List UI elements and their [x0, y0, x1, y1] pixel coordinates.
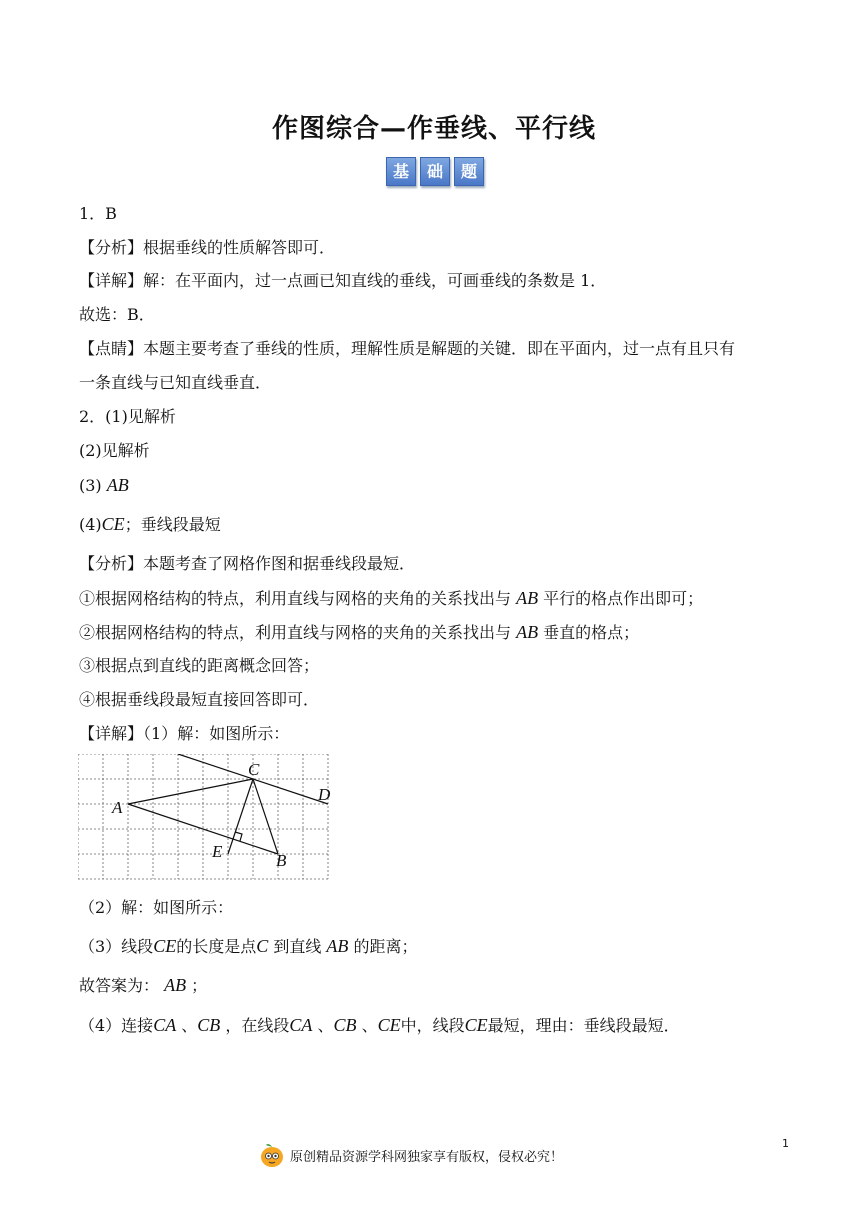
math-var: CA: [289, 1015, 313, 1035]
text: （3）线段: [79, 937, 154, 956]
text: 本题主要考查了垂线的性质，理解性质是解题的关键．即在平面内，过一点有且只有: [143, 339, 736, 358]
badge-char: 基: [386, 157, 416, 186]
q2-step-3: ③根据点到直线的距离概念回答；: [79, 656, 320, 675]
label-E: E: [212, 842, 223, 861]
q2-step-2: [79, 621, 639, 644]
text: （4）连接: [79, 1016, 154, 1035]
text: ；: [186, 976, 208, 995]
q2-answer-1: 2．(1)见解析: [79, 407, 176, 426]
q2-part-2: （2）解：如图所示：: [79, 898, 234, 917]
math-var: CE: [153, 936, 177, 956]
q1-detail: [79, 270, 606, 292]
text: 、: [312, 1016, 334, 1035]
math-var: CE: [377, 1015, 401, 1035]
math-var: CB: [197, 1015, 221, 1035]
text: 、: [356, 1016, 378, 1035]
text: 中，线段: [400, 1016, 465, 1035]
tag: 【分析】: [79, 238, 144, 257]
q1-comment-cont: 一条直线与已知直线垂直．: [79, 373, 272, 392]
text: 垂直的格点；: [538, 623, 640, 642]
q2-answer-3-final: [79, 974, 207, 997]
label-D: D: [318, 785, 331, 804]
text: 、: [176, 1016, 198, 1035]
copyright-text: 原创精品资源学科网独家享有版权，侵权必究！: [290, 1149, 564, 1165]
grid-figure: [78, 754, 332, 884]
text: 平行的格点作出即可；: [538, 589, 704, 608]
math-var: AB: [106, 475, 129, 495]
orange-logo-icon: [260, 1142, 284, 1168]
q1-comment: [79, 338, 735, 360]
math-var: AB: [164, 975, 187, 995]
math-var: CB: [333, 1015, 357, 1035]
footer: [260, 1142, 563, 1168]
tag: 【详解】: [79, 724, 144, 743]
badge-char: 题: [454, 157, 484, 186]
text: (3): [79, 476, 107, 495]
tag: 【详解】: [79, 271, 144, 290]
q1-choice: 故选：B．: [79, 305, 155, 324]
difficulty-badges: [386, 157, 484, 186]
math-var: CE: [464, 1015, 488, 1035]
text: 到直线: [268, 937, 327, 956]
tag: 【点睛】: [79, 339, 144, 358]
badge-char: 础: [420, 157, 450, 186]
q2-step-4: ④根据垂线段最短直接回答即可．: [79, 690, 320, 709]
text: ①根据网格结构的特点，利用直线与网格的夹角的关系找出与: [79, 589, 517, 608]
text: ②根据网格结构的特点，利用直线与网格的夹角的关系找出与: [79, 623, 517, 642]
page-number: 1: [782, 1137, 789, 1150]
math-var: AB: [326, 936, 349, 956]
q2-analysis: [79, 553, 415, 575]
text: 解：在平面内，过一点画已知直线的垂线，可画垂线的条数是 1．: [143, 271, 607, 290]
math-var: CE: [101, 514, 125, 534]
text: 最短，理由：垂线段最短．: [487, 1016, 680, 1035]
q2-detail: [79, 723, 289, 745]
text: 根据垂线的性质解答即可．: [143, 238, 336, 257]
math-var: AB: [516, 588, 539, 608]
segment-AC: [128, 779, 253, 804]
q1-analysis: [79, 237, 335, 259]
q2-part-3: [79, 935, 418, 958]
perpendicular-CE: [228, 779, 253, 854]
page-title: 作图综合—作垂线、平行线: [271, 114, 596, 144]
text: (4): [79, 515, 102, 534]
segment-CB: [253, 779, 278, 854]
text: （1）解：如图所示：: [143, 724, 290, 743]
math-var: AB: [516, 622, 539, 642]
tag: 【分析】: [79, 554, 144, 573]
q2-answer-3: [79, 474, 129, 497]
text: 的距离；: [348, 937, 418, 956]
text: ，在线段: [220, 1016, 290, 1035]
label-A: A: [112, 798, 123, 817]
text: 本题考查了网格作图和据垂线段最短．: [143, 554, 416, 573]
label-B: B: [276, 851, 287, 870]
q2-part-4: [79, 1014, 680, 1037]
text: 的长度是点: [176, 937, 257, 956]
q2-answer-4: [79, 513, 221, 536]
label-C: C: [248, 760, 260, 779]
text: ；垂线段最短: [124, 515, 221, 534]
q2-answer-2: (2)见解析: [79, 441, 150, 460]
math-var: CA: [153, 1015, 177, 1035]
q2-step-1: [79, 587, 703, 610]
math-var: C: [256, 936, 269, 956]
q1-answer: 1．B: [79, 204, 117, 223]
text: 故答案为：: [79, 976, 165, 995]
